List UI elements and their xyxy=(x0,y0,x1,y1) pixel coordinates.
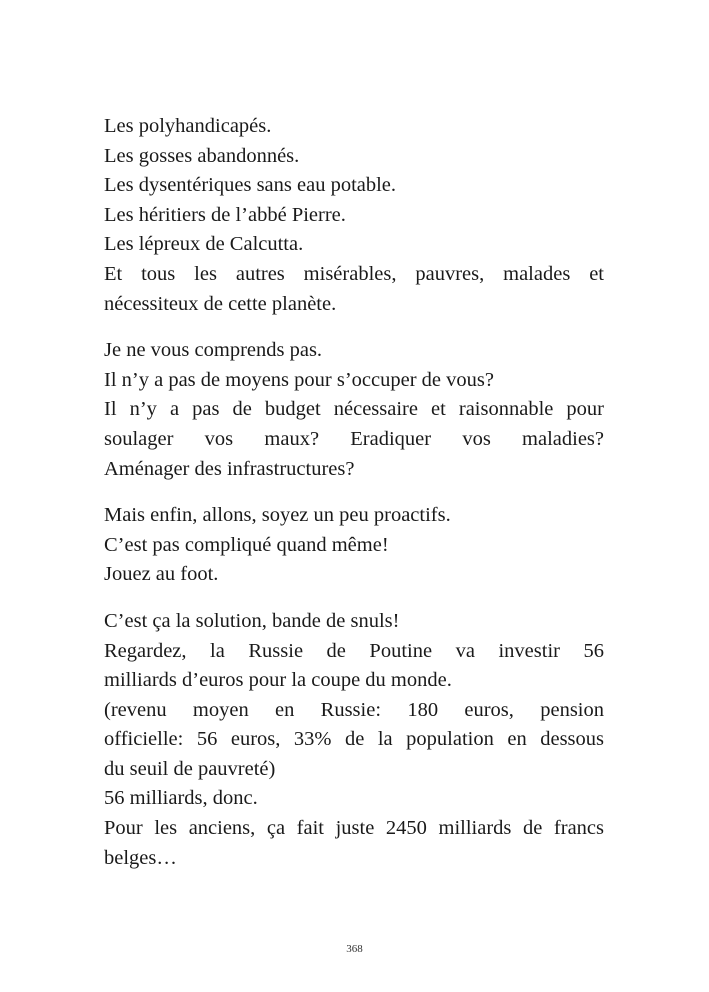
text-line: Je ne vous comprends pas. xyxy=(104,339,323,362)
paragraph xyxy=(104,607,604,873)
paragraph xyxy=(104,501,604,590)
body-text xyxy=(104,112,604,890)
text-line: Les gosses abandonnés. xyxy=(104,144,300,167)
text-line: (revenu moyen en Russie: 180 euros, pension xyxy=(104,698,604,721)
text-line: Il n’y a pas de budget nécessaire et raisonnable pour xyxy=(104,398,604,421)
text-line: Les polyhandicapés. xyxy=(104,115,272,137)
paragraph xyxy=(104,336,604,484)
text-line: Pour les anciens, ça fait juste 2450 milliards de francs xyxy=(104,817,604,840)
text-line: Regardez, la Russie de Poutine va investir 56 xyxy=(104,639,604,662)
text-line: Il n’y a pas de moyens pour s’occuper de vous? xyxy=(104,368,494,391)
text-line: soulager vos maux? Eradiquer vos maladies? xyxy=(104,427,604,450)
page-number: 368 xyxy=(346,943,363,955)
text-line: C’est ça la solution, bande de snuls! xyxy=(104,609,400,632)
text-line: Les lépreux de Calcutta. xyxy=(104,233,304,256)
text-line: belges… xyxy=(104,846,177,869)
text-line: officielle: 56 euros, 33% de la population en dessous xyxy=(104,728,604,751)
text-line: Et tous les autres misérables, pauvres, malades et xyxy=(104,262,604,285)
text-line: C’est pas compliqué quand même! xyxy=(104,533,389,556)
text-line: milliards d’euros pour la coupe du monde. xyxy=(104,669,452,692)
text-line: nécessiteux de cette planète. xyxy=(104,292,337,315)
text-line: Les héritiers de l’abbé Pierre. xyxy=(104,203,346,226)
text-line: 56 milliards, donc. xyxy=(104,787,258,810)
text-line: du seuil de pauvreté) xyxy=(104,757,276,780)
text-line: Aménager des infrastructures? xyxy=(104,457,355,480)
text-line: Jouez au foot. xyxy=(104,563,219,586)
text-line: Les dysentériques sans eau potable. xyxy=(104,174,397,197)
text-line: Mais enfin, allons, soyez un peu proactifs. xyxy=(104,504,451,527)
paragraph xyxy=(104,112,604,319)
